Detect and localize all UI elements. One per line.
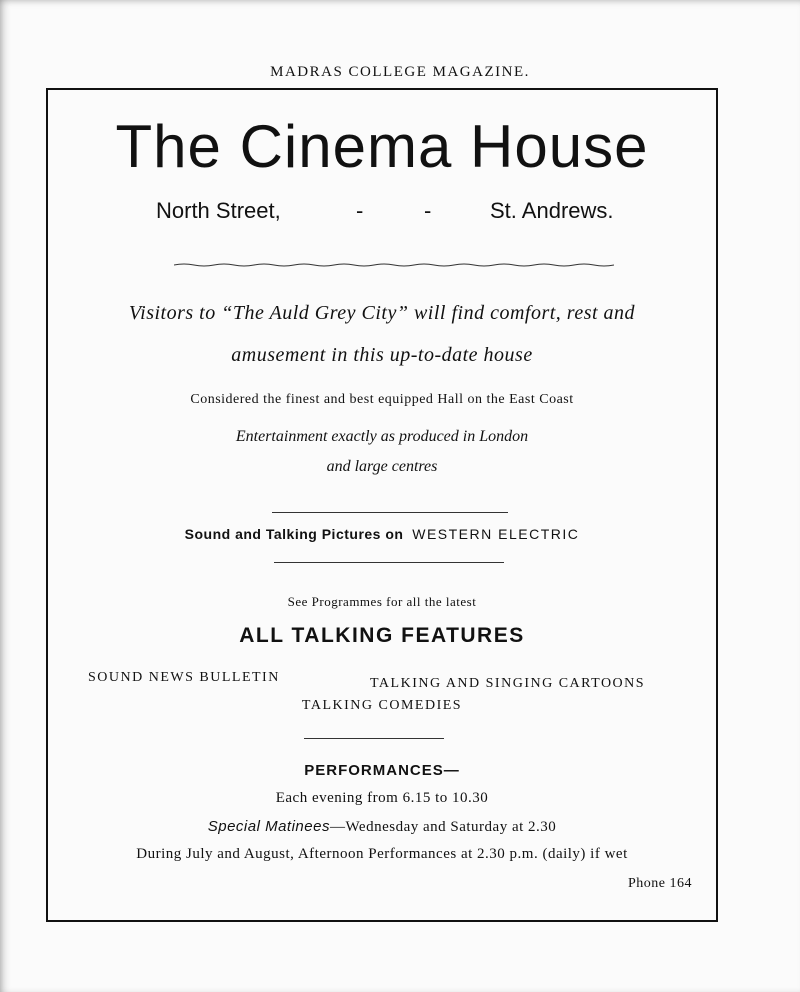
visitors-line-2: amusement in this up-to-date house (231, 344, 533, 366)
advertisement-frame (46, 88, 718, 922)
matinees-detail: —Wednesday and Saturday at 2.30 (329, 819, 557, 835)
summer-performance-note: During July and August, Afternoon Performances at 2.30 p.m. (daily) if wet (136, 846, 628, 862)
divider-rule (272, 512, 508, 513)
matinees-label: Special Matinees (207, 818, 330, 835)
matinees-line (48, 818, 716, 836)
talking-comedies: TALKING COMEDIES (301, 698, 463, 713)
divider-rule (304, 738, 444, 739)
performances-heading: PERFORMANCES— (304, 762, 460, 779)
talking-features-heading: ALL TALKING FEATURES (239, 624, 525, 647)
evening-performance-line: Each evening from 6.15 to 10.30 (275, 790, 489, 806)
entertainment-line-2: and large centres (326, 458, 438, 475)
street-name: North Street, (156, 198, 281, 223)
cinema-title: The Cinema House (115, 113, 649, 180)
see-programmes-line: See Programmes for all the latest (287, 594, 477, 609)
address-dash: - (424, 198, 432, 223)
sound-news-bulletin: SOUND NEWS BULLETIN (88, 670, 280, 685)
entertainment-line-1: Entertainment exactly as produced in London (235, 428, 529, 445)
address-dash: - (356, 198, 364, 223)
considered-line: Considered the finest and best equipped Hall on the East Coast (190, 392, 574, 407)
sound-pictures-line (48, 526, 716, 542)
sound-pictures-text: Sound and Talking Pictures on (184, 526, 404, 542)
town-name: St. Andrews. (490, 198, 614, 223)
talking-cartoons: TALKING AND SINGING CARTOONS (370, 676, 646, 691)
divider-rule (274, 562, 504, 563)
magazine-masthead: MADRAS COLLEGE MAGAZINE. (270, 64, 530, 80)
wavy-divider (174, 262, 614, 268)
western-electric-text: WESTERN ELECTRIC (412, 526, 580, 542)
phone-number: Phone 164 (628, 876, 692, 891)
visitors-line-1: Visitors to “The Auld Grey City” will find comfort, rest and (128, 302, 636, 324)
